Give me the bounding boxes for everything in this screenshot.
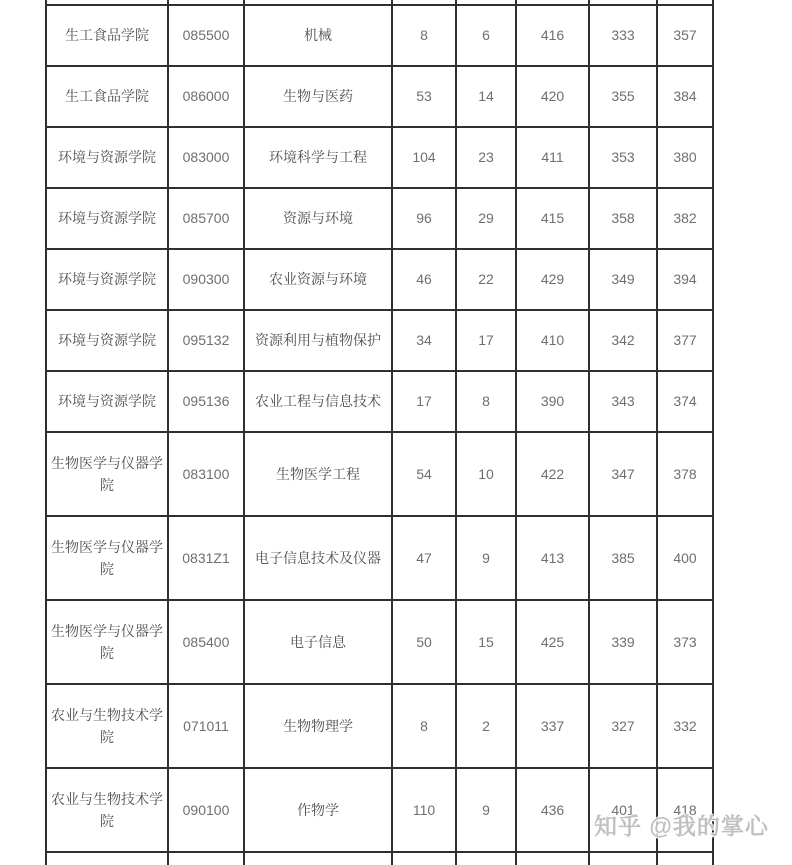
table-cell: 418 bbox=[657, 768, 713, 852]
table-cell: 085400 bbox=[168, 600, 244, 684]
table-cell: 14 bbox=[456, 66, 516, 127]
table-cell: 34 bbox=[392, 310, 456, 371]
table-cell: 339 bbox=[589, 600, 657, 684]
table-row bbox=[46, 127, 713, 188]
table-cell: 环境与资源学院 bbox=[46, 127, 168, 188]
table-cell: 生物医学与仪器学院 bbox=[46, 432, 168, 516]
partial-cell bbox=[456, 852, 516, 865]
table-cell: 电子信息 bbox=[244, 600, 392, 684]
table-cell: 作物学 bbox=[244, 768, 392, 852]
table-cell: 电子信息技术及仪器 bbox=[244, 516, 392, 600]
partial-cell bbox=[392, 852, 456, 865]
table-cell: 104 bbox=[392, 127, 456, 188]
table-cell: 358 bbox=[589, 188, 657, 249]
table-cell: 416 bbox=[516, 5, 589, 66]
table-cell: 9 bbox=[456, 768, 516, 852]
table-cell: 436 bbox=[516, 768, 589, 852]
table-cell: 422 bbox=[516, 432, 589, 516]
table-cell: 373 bbox=[657, 600, 713, 684]
table-cell: 333 bbox=[589, 5, 657, 66]
partial-cell bbox=[46, 852, 168, 865]
table-cell: 390 bbox=[516, 371, 589, 432]
zhihu-watermark: 知乎 @我的掌心 bbox=[594, 813, 769, 839]
table-cell: 380 bbox=[657, 127, 713, 188]
table-cell: 357 bbox=[657, 5, 713, 66]
table-cell: 083100 bbox=[168, 432, 244, 516]
table-cell: 54 bbox=[392, 432, 456, 516]
table-row bbox=[46, 66, 713, 127]
table-cell: 420 bbox=[516, 66, 589, 127]
table-cell: 环境与资源学院 bbox=[46, 371, 168, 432]
table-cell: 415 bbox=[516, 188, 589, 249]
table-cell: 农业资源与环境 bbox=[244, 249, 392, 310]
table-cell: 环境科学与工程 bbox=[244, 127, 392, 188]
table-cell: 377 bbox=[657, 310, 713, 371]
partial-cell bbox=[244, 852, 392, 865]
table-cell: 2 bbox=[456, 684, 516, 768]
table-cell: 086000 bbox=[168, 66, 244, 127]
table-cell: 生物医学工程 bbox=[244, 432, 392, 516]
table-cell: 23 bbox=[456, 127, 516, 188]
table-cell: 347 bbox=[589, 432, 657, 516]
table-cell: 385 bbox=[589, 516, 657, 600]
table-cell: 17 bbox=[392, 371, 456, 432]
table-cell: 96 bbox=[392, 188, 456, 249]
table-cell: 8 bbox=[456, 371, 516, 432]
table-cell: 环境与资源学院 bbox=[46, 310, 168, 371]
table-row bbox=[46, 684, 713, 768]
table-cell: 384 bbox=[657, 66, 713, 127]
table-cell: 355 bbox=[589, 66, 657, 127]
table-cell: 349 bbox=[589, 249, 657, 310]
table-cell: 15 bbox=[456, 600, 516, 684]
table-cell: 382 bbox=[657, 188, 713, 249]
table-cell: 085500 bbox=[168, 5, 244, 66]
table-cell: 410 bbox=[516, 310, 589, 371]
partial-cell bbox=[168, 852, 244, 865]
table-row bbox=[46, 600, 713, 684]
table-cell: 425 bbox=[516, 600, 589, 684]
table-row bbox=[46, 516, 713, 600]
table-cell: 327 bbox=[589, 684, 657, 768]
table-cell: 374 bbox=[657, 371, 713, 432]
table-cell: 50 bbox=[392, 600, 456, 684]
table-cell: 071011 bbox=[168, 684, 244, 768]
table-row bbox=[46, 249, 713, 310]
table-cell: 生工食品学院 bbox=[46, 5, 168, 66]
table-cell: 机械 bbox=[244, 5, 392, 66]
partial-cell bbox=[516, 852, 589, 865]
table-cell: 394 bbox=[657, 249, 713, 310]
table-cell: 378 bbox=[657, 432, 713, 516]
table-cell: 22 bbox=[456, 249, 516, 310]
table-cell: 生物医学与仪器学院 bbox=[46, 600, 168, 684]
table-cell: 农业与生物技术学院 bbox=[46, 684, 168, 768]
table-cell: 095136 bbox=[168, 371, 244, 432]
table-cell: 110 bbox=[392, 768, 456, 852]
table-cell: 401 bbox=[589, 768, 657, 852]
table-cell: 8 bbox=[392, 684, 456, 768]
table-cell: 083000 bbox=[168, 127, 244, 188]
partial-cell bbox=[589, 852, 657, 865]
table-cell: 农业工程与信息技术 bbox=[244, 371, 392, 432]
table-cell: 8 bbox=[392, 5, 456, 66]
table-cell: 47 bbox=[392, 516, 456, 600]
table-cell: 090300 bbox=[168, 249, 244, 310]
table-cell: 10 bbox=[456, 432, 516, 516]
table-cell: 46 bbox=[392, 249, 456, 310]
table-row bbox=[46, 5, 713, 66]
table-cell: 0831Z1 bbox=[168, 516, 244, 600]
table-row bbox=[46, 432, 713, 516]
table-cell: 农业与生物技术学院 bbox=[46, 768, 168, 852]
table-cell: 生物物理学 bbox=[244, 684, 392, 768]
partial-row-bottom bbox=[46, 852, 713, 865]
table-cell: 17 bbox=[456, 310, 516, 371]
table-body bbox=[46, 0, 713, 865]
table-cell: 资源利用与植物保护 bbox=[244, 310, 392, 371]
table-cell: 生物医学与仪器学院 bbox=[46, 516, 168, 600]
admission-scores-table bbox=[45, 0, 714, 865]
table-cell: 29 bbox=[456, 188, 516, 249]
table-cell: 429 bbox=[516, 249, 589, 310]
table-row bbox=[46, 371, 713, 432]
table-cell: 413 bbox=[516, 516, 589, 600]
table-cell: 085700 bbox=[168, 188, 244, 249]
table-cell: 342 bbox=[589, 310, 657, 371]
table-cell: 400 bbox=[657, 516, 713, 600]
table-cell: 411 bbox=[516, 127, 589, 188]
table-row bbox=[46, 310, 713, 371]
table-cell: 生工食品学院 bbox=[46, 66, 168, 127]
table-cell: 环境与资源学院 bbox=[46, 249, 168, 310]
table-cell: 9 bbox=[456, 516, 516, 600]
table-row bbox=[46, 768, 713, 852]
table-cell: 353 bbox=[589, 127, 657, 188]
table-cell: 090100 bbox=[168, 768, 244, 852]
table-cell: 环境与资源学院 bbox=[46, 188, 168, 249]
table-cell: 资源与环境 bbox=[244, 188, 392, 249]
partial-cell bbox=[657, 852, 713, 865]
table-cell: 53 bbox=[392, 66, 456, 127]
table-cell: 6 bbox=[456, 5, 516, 66]
table-row bbox=[46, 188, 713, 249]
table-cell: 332 bbox=[657, 684, 713, 768]
table-cell: 343 bbox=[589, 371, 657, 432]
table-cell: 337 bbox=[516, 684, 589, 768]
table-cell: 生物与医药 bbox=[244, 66, 392, 127]
table-cell: 095132 bbox=[168, 310, 244, 371]
